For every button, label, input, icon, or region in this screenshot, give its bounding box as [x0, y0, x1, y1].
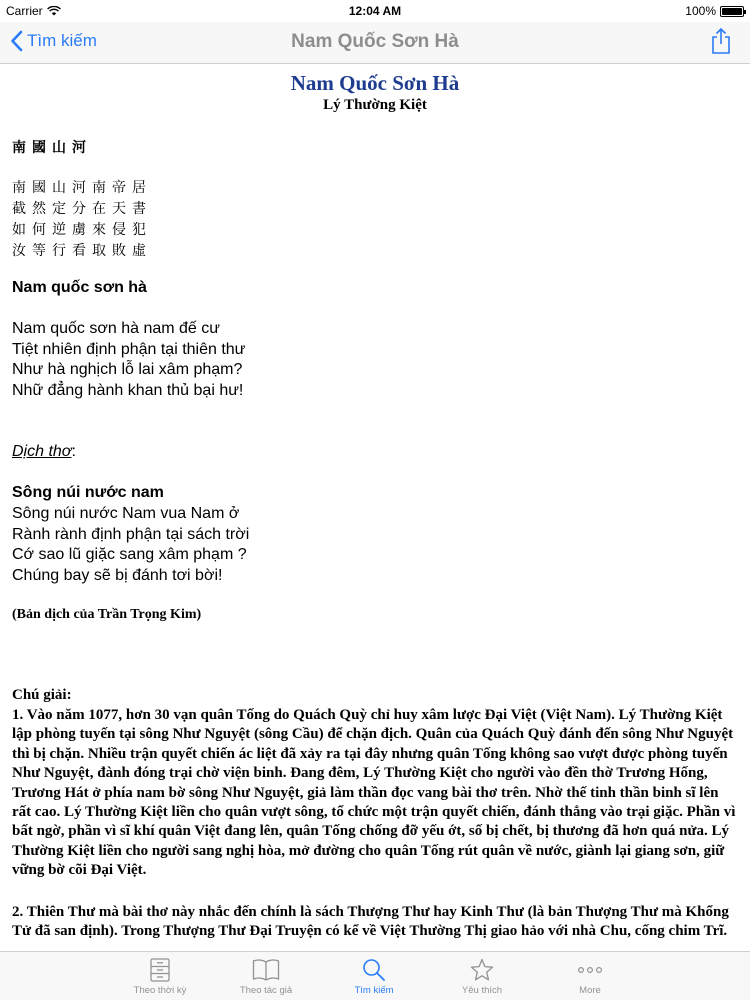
tab-bar	[0, 951, 750, 1000]
page-title: Nam Quốc Sơn Hà	[291, 31, 459, 52]
translation-line: Cớ sao lũ giặc sang xâm phạm ?	[12, 546, 247, 563]
carrier-label: Carrier	[6, 4, 43, 18]
notes-title: Chú giải:	[12, 687, 72, 703]
poem-title: Nam Quốc Sơn Hà	[290, 71, 460, 95]
search-icon	[362, 958, 386, 982]
poem-content[interactable]	[0, 65, 750, 952]
tab-label: Theo tác giả	[239, 985, 293, 996]
poem-author: Lý Thường Kiệt	[323, 97, 427, 113]
tab-label: Theo thời kỳ	[133, 985, 187, 996]
status-bar	[0, 0, 750, 22]
more-icon	[576, 958, 604, 982]
navigation-bar	[0, 22, 750, 64]
translation-line: Rành rành định phận tại sách trời	[12, 525, 250, 543]
han-line: 汝等行看取敗虛	[12, 242, 152, 258]
tab-label: More	[579, 985, 601, 996]
tab-theo-tac-gia[interactable]	[211, 958, 321, 996]
tab-tim-kiem[interactable]	[319, 958, 429, 996]
book-icon	[252, 958, 280, 982]
battery-icon	[720, 6, 744, 17]
share-icon	[710, 27, 732, 55]
note-paragraph: 1. Vào năm 1077, hơn 30 vạn quân Tống do Quách Quỳ chỉ huy xâm lược Đại Việt (Việt Nam). Lý Thường Kiệt lập phòng tuyến tại sông Như Nguyệt (sông Cầu) để chặn địch. Quân của Quách Quỳ đánh đến sông Như Nguyệt thì bị chặn. Nhiều trận quyết chiến ác liệt đã xảy ra tại đây nhưng quân Tống không sao vượt được phòng tuyến Như Nguyệt, đành đóng trại chờ viện binh. Đang đêm, Lý Thường Kiệt cho người vào đền thờ Trương Hống, Trương Hát ở phía nam bờ sông Như Nguyệt, giả làm thần đọc vang bài thơ trên. Nhờ thế tinh thần binh sĩ lên rất cao. Lý Thường Kiệt liền cho quân vượt sông, tổ chức một trận quyết chiến, đánh thẳng vào trại giặc. Phần vì bất ngờ, phần vì sĩ khí quân Việt đang lên, quân Tống chống đỡ yếu ớt, số bị chết, bị thương đã hơn quá nửa. Lý Thường Kiệt liền cho người sang nghị hòa, mở đường cho quân Tống rút quân về nước, giành lại giang sơn, giữ vững bờ cõi Đại Việt.	[12, 707, 736, 879]
vietnamese-title: Nam quốc sơn hà	[12, 279, 147, 296]
tab-theo-thoi-ky[interactable]	[105, 958, 215, 996]
note-paragraph: 2. Thiên Thư mà bài thơ này nhắc đến chính là sách Thượng Thư hay Kinh Thư (là bản Thượng Thư mà Khổng Tử đã san định). Trong Thượng Thư Đại Truyện có kể về Việt Thường Thị giao hảo với nhà Chu, cống chim Trĩ.	[12, 904, 729, 940]
translation-label-text: Dịch thơ	[12, 443, 72, 460]
share-button[interactable]	[710, 27, 732, 60]
vietnamese-line: Tiệt nhiên định phận tại thiên thư	[12, 340, 246, 358]
tab-more[interactable]	[535, 958, 645, 996]
vietnamese-lines	[12, 319, 245, 401]
han-line: 截然定分在天書	[12, 200, 152, 216]
vietnamese-line: Nam quốc sơn hà nam đế cư	[12, 320, 220, 337]
han-line: 南國山河南帝居	[12, 179, 152, 195]
translation-title: Sông núi nước nam	[12, 484, 164, 501]
translator-credit: (Bản dịch của Trần Trọng Kim)	[12, 607, 202, 622]
tab-yeu-thich[interactable]	[427, 958, 537, 996]
vietnamese-line: Nhữ đẳng hành khan thủ bại hư!	[12, 381, 244, 399]
tab-label: Yêu thích	[461, 985, 503, 996]
han-line: 如何逆虜來侵犯	[12, 221, 152, 237]
han-lines	[12, 177, 152, 261]
tab-label: Tìm kiếm	[354, 985, 394, 996]
translation-lines	[12, 504, 249, 586]
translation-line: Sông núi nước Nam vua Nam ở	[12, 505, 240, 522]
translation-line: Chúng bay sẽ bị đánh tơi bời!	[12, 566, 223, 584]
battery-percent: 100%	[685, 4, 716, 18]
vietnamese-line: Như hà nghịch lỗ lai xâm phạm?	[12, 361, 243, 378]
battery-indicator	[685, 4, 744, 18]
han-title: 南國山河	[12, 139, 92, 155]
cabinet-icon	[149, 958, 171, 982]
back-button-label: Tìm kiếm	[27, 31, 97, 50]
clock: 12:04 AM	[348, 4, 402, 18]
translation-label: Dịch thơ:	[12, 443, 76, 460]
star-icon	[470, 958, 494, 982]
